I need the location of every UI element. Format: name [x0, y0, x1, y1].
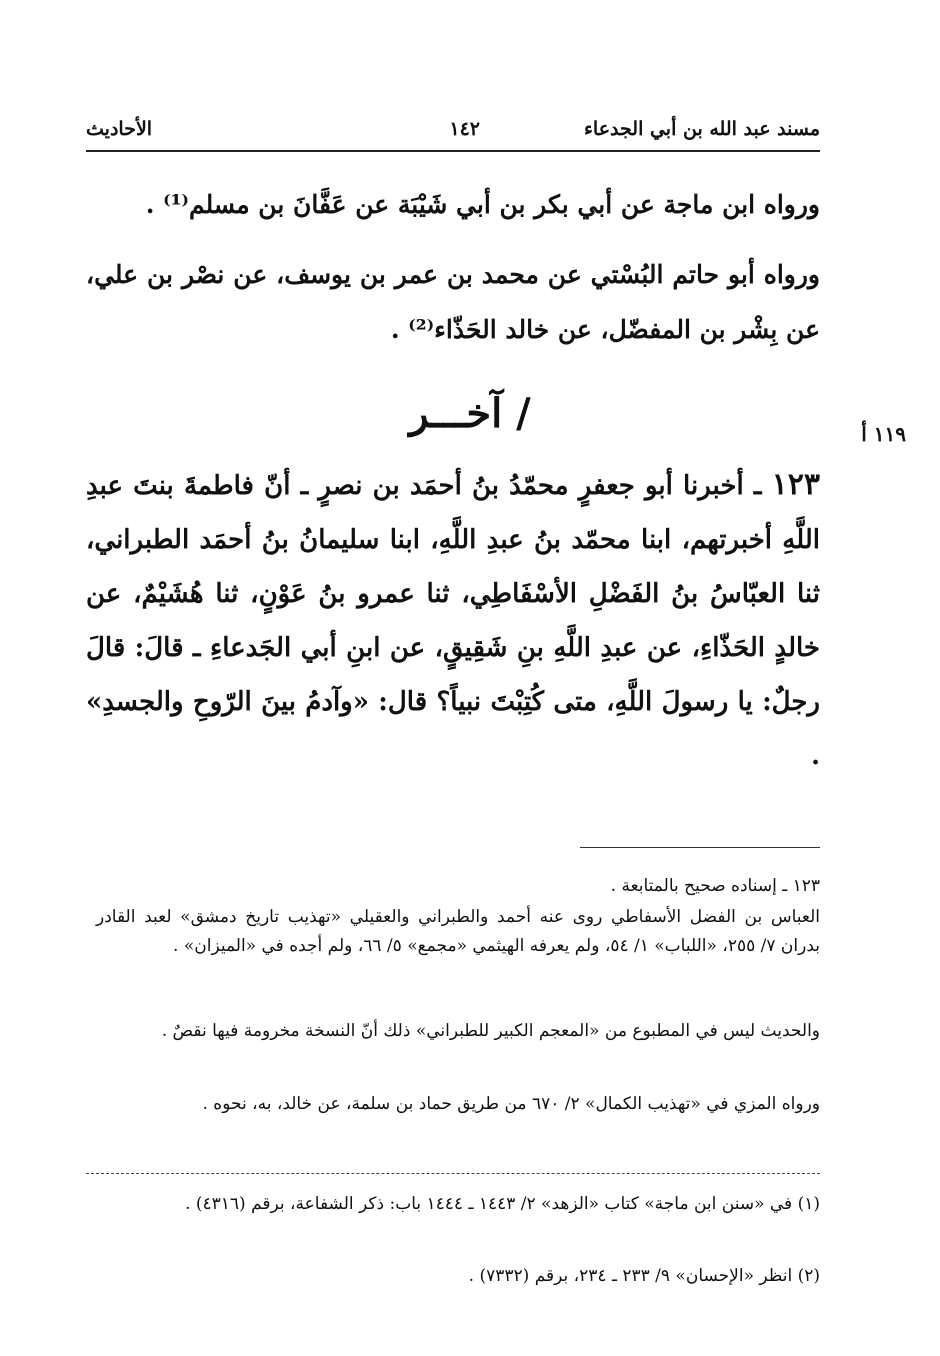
hadith-footnote-head: ١٢٣ ـ إسناده صحيح بالمتابعة . — [610, 876, 820, 896]
header-divider — [86, 150, 820, 152]
manuscript-folio-note: ١١٩ أ — [861, 422, 906, 446]
footnote-dashed-divider — [86, 1173, 820, 1174]
footnote-1: (١) في «سنن ابن ماجة» كتاب «الزهد» ٢/ ١٤٤٣ ـ ١٤٤٤ باب: ذكر الشفاعة، برقم (٤٣١٦) . — [185, 1194, 820, 1214]
page-number: ١٤٢ — [449, 118, 480, 140]
footnote-2: (٢) انظر «الإحسان» ٩/ ٢٣٣ ـ ٢٣٤، برقم (٧٣٣٢) . — [468, 1266, 820, 1286]
hadith-paragraph — [86, 458, 820, 783]
body-paragraph-1: ورواه ابن ماجة عن أبي بكر بن أبي شَيْبَة عن عَفَّانَ بن مسلم⁽¹⁾ . — [145, 190, 820, 219]
hadith-footnote-1: العباس بن الفضل الأسفاطي روى عنه أحمد والطبراني والعقيلي «تهذيب تاريخ دمشق» لعبد القادر بدران ٧/ ٢٥٥، «اللباب» ١/ ٥٤، ولم يعرفه الهيثمي «مجمع» ٥/ ٦٦، ولم أجده في «الميزان» . — [96, 907, 820, 956]
hadith-footnote-3: ورواه المزي في «تهذيب الكمال» ٢/ ٦٧٠ من طريق حماد بن سلمة، عن خالد، به، نحوه . — [202, 1094, 820, 1114]
footnote-divider — [580, 847, 820, 848]
hadith-text: ـ أخبرنا أبو جعفرٍ محمّدُ بنُ أحمَد بن نصرٍ ـ أنّ فاطمةَ بنتَ عبدِ اللَّهِ أخبرتهم، ابنا محمّد بنُ عبدِ اللَّهِ، ابنا سليمانُ بنُ أحمَد الطبراني، ثنا العبّاسُ بنُ الفَضْلِ الأسْفَاطِي، ثنا عمرو بنُ عَوْنٍ، ثنا هُشَيْمٌ، عن خالدٍ الحَذّاءِ، عن عبدِ اللَّهِ بنِ شَقِيقٍ، عن ابنِ أبي الجَدعاءِ ـ قالَ: قالَ رجلٌ: يا رسولَ اللَّهِ، متى كُتِبْتَ نبياً؟ قال: «وآدمُ بينَ الرّوحِ والجسدِ» . — [86, 471, 820, 771]
section-title: الأحاديث — [86, 118, 153, 140]
section-heading: / آخـــر — [409, 390, 531, 437]
book-title: مسند عبد الله بن أبي الجدعاء — [583, 118, 820, 140]
body-paragraph-2: ورواه أبو حاتم البُسْتي عن محمد بن عمر بن يوسف، عن نصْر بن علي، عن بِشْر بن المفضّل، عن خالد الحَذّاء⁽²⁾ . — [86, 260, 820, 344]
hadith-footnote-2: والحديث ليس في المطبوع من «المعجم الكبير للطبراني» ذلك أنّ النسخة مخرومة فيها نقصٌ . — [161, 1021, 820, 1041]
hadith-number: ١٢٣ — [771, 467, 820, 502]
running-head — [86, 118, 820, 150]
